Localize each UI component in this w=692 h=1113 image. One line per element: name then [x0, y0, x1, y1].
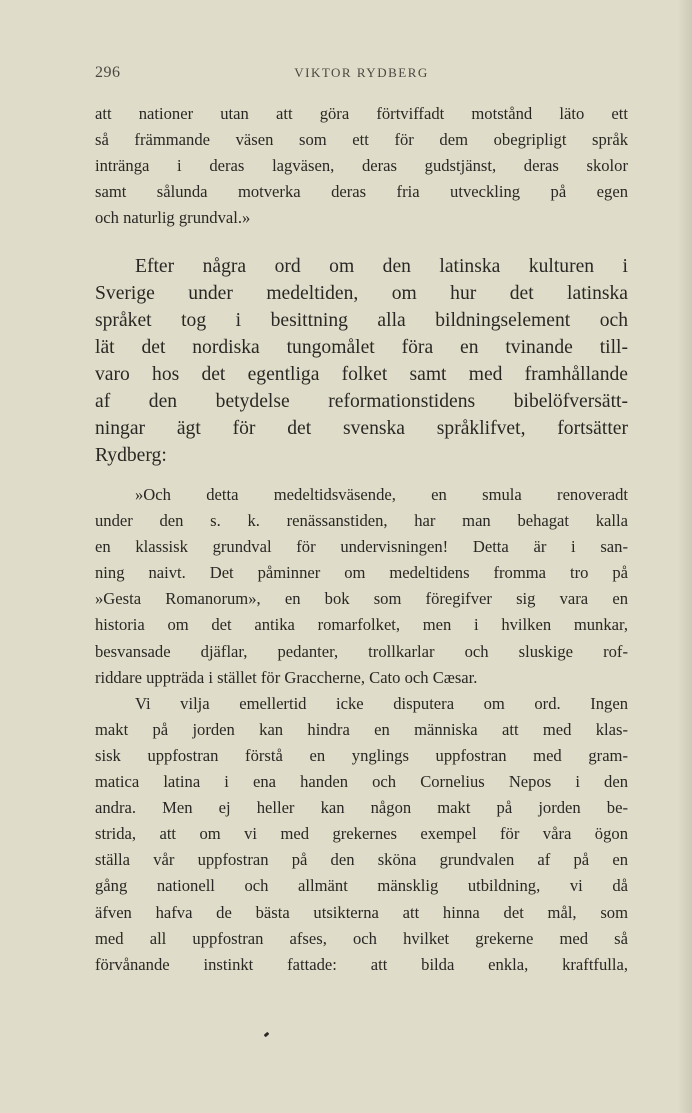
text-line: »Gesta Romanorum», en bok som föregifver sig vara en	[95, 589, 628, 609]
block-quote	[95, 482, 628, 978]
text-line: samt sålunda motverka deras fria utveckling på egen	[95, 182, 628, 202]
text-line: ställa vår uppfostran på den sköna grundvalen af på en	[95, 850, 628, 870]
text-line: Sverige under medeltiden, om hur det latinska	[95, 283, 628, 304]
body-paragraph	[95, 253, 628, 469]
text-line: intränga i deras lagväsen, deras gudstjänst, deras skolor	[95, 156, 628, 176]
running-head	[95, 60, 628, 84]
text-line: att nationer utan att göra förtviffadt motstånd läto ett	[95, 104, 628, 123]
text-line: Efter några ord om den latinska kulturen i	[135, 256, 628, 277]
text-line: med all uppfostran afses, och hvilket grekerne med så	[95, 928, 628, 948]
text-line: gång nationell och allmänt mänsklig utbildning, vi då	[95, 876, 628, 896]
text-line: lät det nordiska tungomålet föra en tvinande till-	[95, 337, 628, 358]
text-line: varo hos det egentliga folket samt med framhållande	[95, 364, 628, 385]
text-line: strida, att om vi med grekernes exempel för våra ögon	[95, 824, 628, 844]
text-line: besvansade djäflar, pedanter, trollkarlar och sluskige rof-	[95, 641, 628, 661]
text-line: sisk uppfostran förstå en ynglings uppfostran med gram-	[95, 745, 628, 765]
text-line: ning naivt. Det påminner om medeltidens fromma tro på	[95, 563, 628, 583]
text-line: »Och detta medeltidsväsende, en smula renoveradt	[135, 485, 628, 504]
page-number: 296	[95, 64, 121, 81]
text-line: Rydberg:	[95, 445, 167, 466]
text-line: en klassisk grundval för undervisningen! Detta är i san-	[95, 537, 628, 557]
page-edge-shadow	[678, 0, 692, 1113]
text-line: matica latina i ena handen och Cornelius Nepos i den	[95, 772, 628, 792]
text-line: äfven hafva de bästa utsikterna att hinna det mål, som	[95, 902, 628, 922]
text-line: riddare uppträda i stället för Graccherne, Cato och Cæsar.	[95, 667, 478, 687]
text-line: ningar ägt för det svenska språklifvet, fortsätter	[95, 418, 628, 439]
text-line: under den s. k. renässanstiden, har man behagat kalla	[95, 511, 628, 531]
text-line: och naturlig grundval.»	[95, 208, 251, 228]
text-line: historia om det antika romarfolket, men i hvilken munkar,	[95, 615, 628, 635]
text-line: förvånande instinkt fattade: att bilda enkla, kraftfulla,	[95, 954, 628, 974]
text-line: makt på jorden kan hindra en människa att med klas-	[95, 719, 628, 739]
text-line: Vi vilja emellertid icke disputera om ord. Ingen	[135, 693, 628, 713]
text-line: så främmande väsen som ett för dem obegripligt språk	[95, 130, 628, 150]
text-line: språket tog i besittning alla bildningselement och	[95, 310, 628, 331]
quote-continuation	[95, 101, 628, 231]
text-line: af den betydelse reformationstidens bibelöfversätt-	[95, 391, 628, 412]
running-title: VIKTOR RYDBERG	[294, 65, 429, 80]
text-line: andra. Men ej heller kan någon makt på jorden be-	[95, 798, 628, 818]
ink-speck	[264, 1032, 270, 1038]
